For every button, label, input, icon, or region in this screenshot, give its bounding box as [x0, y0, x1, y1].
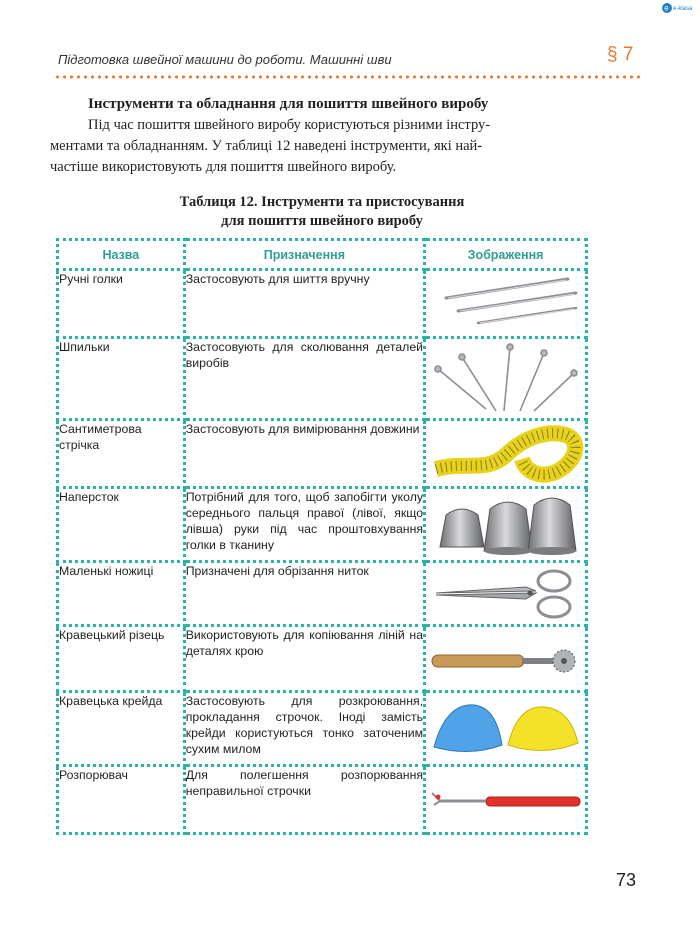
tools-table	[56, 238, 588, 835]
table-row	[58, 420, 587, 488]
table-row	[58, 692, 587, 766]
intro-line: ментами та обладнанням. У таблиці 12 наведені інструменти, які най-	[50, 138, 483, 154]
scissors-image	[426, 563, 587, 621]
column-header-purpose: Призначення	[184, 240, 424, 270]
tool-purpose: Призначені для обрізання ниток	[184, 562, 424, 626]
column-header-name: Назва	[58, 240, 185, 270]
tool-image-cell	[425, 338, 587, 420]
table-row	[58, 766, 587, 834]
tool-purpose: Застосовують для вимірювання довжини	[184, 420, 424, 488]
tool-name: Сантиметрова стрічка	[58, 420, 185, 488]
column-header-image: Зображення	[425, 240, 587, 270]
table-row	[58, 488, 587, 562]
table-caption	[55, 193, 589, 231]
tool-purpose: Застосовують для розкроювання, прокладання строчок. Іноді замість крейди користуються тонко заточеним сухим милом	[184, 692, 424, 766]
header-dotted-rule	[54, 75, 642, 79]
tape-measure-image	[426, 421, 587, 483]
table-row	[58, 626, 587, 692]
tool-image-cell	[425, 420, 587, 488]
tool-image-cell	[425, 692, 587, 766]
intro-line: частіше використовують для пошиття швейного виробу.	[50, 159, 397, 175]
seam-ripper-image	[426, 767, 587, 829]
intro-line: Під час пошиття швейного виробу користуються різними інстру-	[88, 117, 491, 133]
needles-image	[426, 271, 587, 333]
tool-image-cell	[425, 562, 587, 626]
tool-purpose: Потрібний для того, щоб запобігти уколу середнього пальця правої (лівої, якщо лівша) руки під час проштовхування голки в тканину	[184, 488, 424, 562]
tool-name: Маленькі ножиці	[58, 562, 185, 626]
table-header-row	[58, 240, 587, 270]
table-row	[58, 562, 587, 626]
logo-text: e-klasa	[673, 6, 693, 12]
table-caption-line: для пошиття швейного виробу	[221, 213, 423, 229]
page-number: 73	[616, 870, 637, 890]
tool-image-cell	[425, 766, 587, 834]
tool-name: Кравецький різець	[58, 626, 185, 692]
svg-text:e: e	[664, 3, 669, 13]
tool-purpose: Використовують для копіювання ліній на деталях крою	[184, 626, 424, 692]
tool-name: Наперсток	[58, 488, 185, 562]
publisher-logo	[661, 2, 695, 14]
table-row	[58, 338, 587, 420]
running-header-title: Підготовка швейної машини до роботи. Машинні шви	[58, 52, 392, 67]
tool-name: Розпорювач	[58, 766, 185, 834]
tool-image-cell	[425, 626, 587, 692]
tool-purpose: Застосовують для шиття вручну	[184, 270, 424, 338]
tool-image-cell	[425, 488, 587, 562]
thimbles-image	[426, 489, 587, 557]
tracing-wheel-image	[426, 627, 587, 687]
tool-name: Ручні голки	[58, 270, 185, 338]
tool-purpose: Застосовують для сколювання деталей виробів	[184, 338, 424, 420]
chalk-image	[426, 693, 587, 761]
tool-image-cell	[425, 270, 587, 338]
intro-paragraph	[50, 115, 585, 178]
tool-purpose: Для полегшення розпорювання неправильної строчки	[184, 766, 424, 834]
pins-image	[426, 339, 587, 415]
table-caption-line: Таблиця 12. Інструменти та пристосування	[179, 194, 465, 210]
tool-name: Кравецька крейда	[58, 692, 185, 766]
section-heading: Інструменти та обладнання для пошиття швейного виробу	[88, 96, 489, 112]
section-number: § 7	[607, 44, 634, 65]
tool-name: Шпильки	[58, 338, 185, 420]
table-row	[58, 270, 587, 338]
